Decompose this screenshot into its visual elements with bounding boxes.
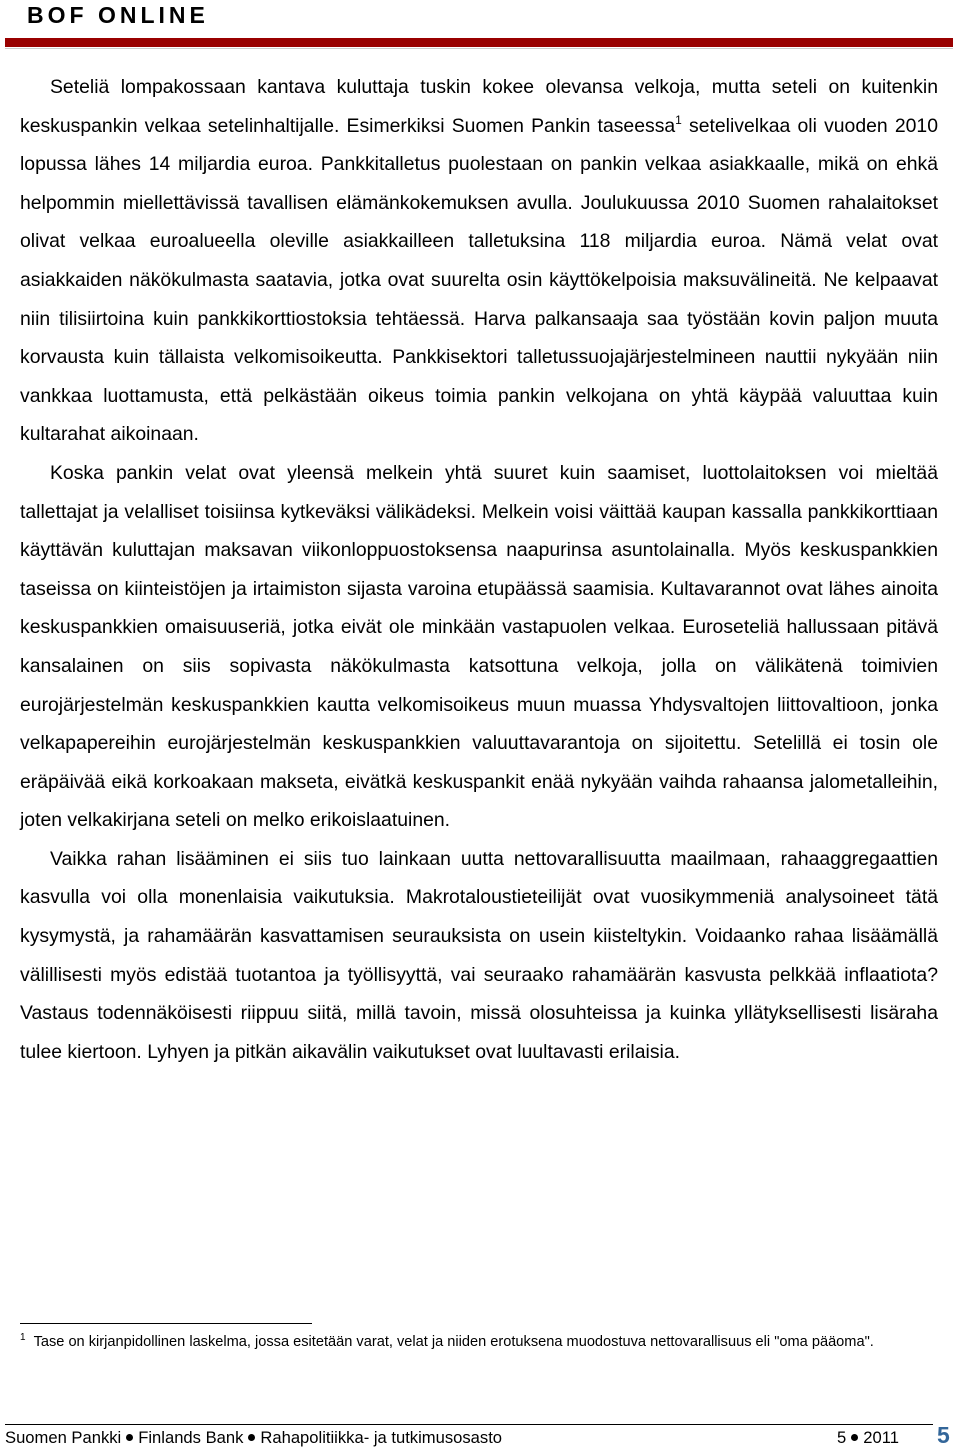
footer-year: 2011	[863, 1428, 899, 1447]
paragraph-1-text-a: Seteliä lompakossaan kantava kuluttaja tuskin kokee olevansa velkoja, mutta seteli on kuitenkin keskuspankin velkaa setelinhaltijalle. Esimerkiksi Suomen Pankin taseessa	[20, 76, 938, 137]
footer-publisher	[5, 1427, 502, 1449]
header-rule	[5, 38, 953, 47]
header-rule-shadow	[5, 48, 953, 49]
footnote-reference[interactable]: 1	[675, 112, 682, 127]
footer-org-fi: Suomen Pankki	[5, 1428, 122, 1447]
paragraph-1	[20, 68, 938, 454]
footer-org-sv: Finlands Bank	[138, 1428, 244, 1447]
paragraph-3: Vaikka rahan lisääminen ei siis tuo lainkaan uutta nettovarallisuutta maailmaan, rahaaggregaattien kasvulla voi olla monenlaisia vaikutuksia. Makrotaloustieteilijät ovat vuosikymmeniä analysoineet tätä kysymystä, ja rahamäärän kasvattamisen seurauksista on usein kiisteltykin. Voidaanko rahaa lisäämällä välillisesti myös edistää tuotantoa ja työllisyyttä, vai seuraako rahamäärän kasvusta pelkkää inflaatiota? Vastaus todennäköisesti riippuu siitä, millä tavoin, missä olosuhteissa ja kuinka yllätyksellisesti lisäraha tulee kiertoon. Lyhyen ja pitkän aikavälin vaikutukset ovat luultavasti erilaisia.	[20, 847, 938, 1063]
bullet-icon	[126, 1434, 133, 1441]
paragraph-1-text-b: setelivelkaa oli vuoden 2010 lopussa lähes 14 miljardia euroa. Pankkitalletus puolestaan on pankin velkaa asiakkaalle, mikä on ehkä helpommin miellettävissä tavallisen elämänkokemuksen avulla. Joulukuussa 2010 Suomen rahalaitokset olivat velkaa euroalueella oleville asiakkailleen talletuksina 118 miljardia euroa. Nämä velat ovat asiakkaiden näkökulmasta saatavia, jotka ovat suurelta osin käyttökelpoisia maksuvälineitä. Ne kelpaavat niin tilisiirtoina kuin pankkikorttiostoksia tehtäessä. Harva palkansaaja saa työstään kovin paljon muuta korvausta kuin tällaista velkomisoikeutta. Pankkisektori talletussuojajärjestelmineen nauttii nykyään niin vankkaa luottamusta, että pelkästään oikeus toimia pankin velkojana on yhtä käypää valuuttaa kuin kultarahat aikoinaan.	[20, 114, 938, 446]
page-header-title: BOF ONLINE	[27, 2, 209, 28]
footnote-text: Tase on kirjanpidollinen laskelma, jossa esitetään varat, velat ja niiden erotuksena muodostuva nettovarallisuus eli "oma pääoma".	[33, 1334, 874, 1350]
footnote	[20, 1328, 920, 1357]
bullet-icon	[248, 1434, 255, 1441]
footer-issue-number: 5	[837, 1428, 847, 1447]
footnote-marker: 1	[20, 1332, 26, 1343]
footer-issue	[837, 1427, 899, 1449]
bullet-icon	[851, 1434, 858, 1441]
article-body	[20, 68, 938, 1071]
footer-rule	[5, 1424, 933, 1425]
footnote-separator	[20, 1323, 312, 1324]
page-number: 5	[937, 1422, 950, 1448]
footer-department: Rahapolitiikka- ja tutkimusosasto	[260, 1428, 503, 1447]
page-footer	[5, 1427, 953, 1449]
paragraph-2: Koska pankin velat ovat yleensä melkein yhtä suuret kuin saamiset, luottolaitoksen voi mieltää tallettajat ja velalliset toisiinsa kytkeväksi välikädeksi. Melkein voisi väittää kaupan kassalla pankkikorttiaan käyttävän kuluttajan maksavan viikonloppuostoksensa naapurinsa asuntolainalla. Myös keskuspankkien taseissa on kiinteistöjen ja irtaimiston sijasta varoina etupäässä saamisia. Kultavarannot ovat lähes ainoita keskuspankkien omaisuuseriä, jotka eivät ole minkään vastapuolen velkaa. Euroseteliä hallussaan pitävä kansalainen on siis sopivasta näkökulmasta katsottuna velkoja, jolla on välikätenä toimivien eurojärjestelmän keskuspankkien kautta velkomisoikeus muun muassa Yhdysvaltojen liittovaltioon, jonka velkapapereihin eurojärjestelmän keskuspankkien valuuttavarantoja on sijoitettu. Setelillä ei tosin ole eräpäivää eikä korkoakaan makseta, eivätkä keskuspankit enää nykyään vaihda rahaansa jalometalleihin, joten velkakirjana seteli on melko erikoislaatuinen.	[20, 461, 938, 832]
